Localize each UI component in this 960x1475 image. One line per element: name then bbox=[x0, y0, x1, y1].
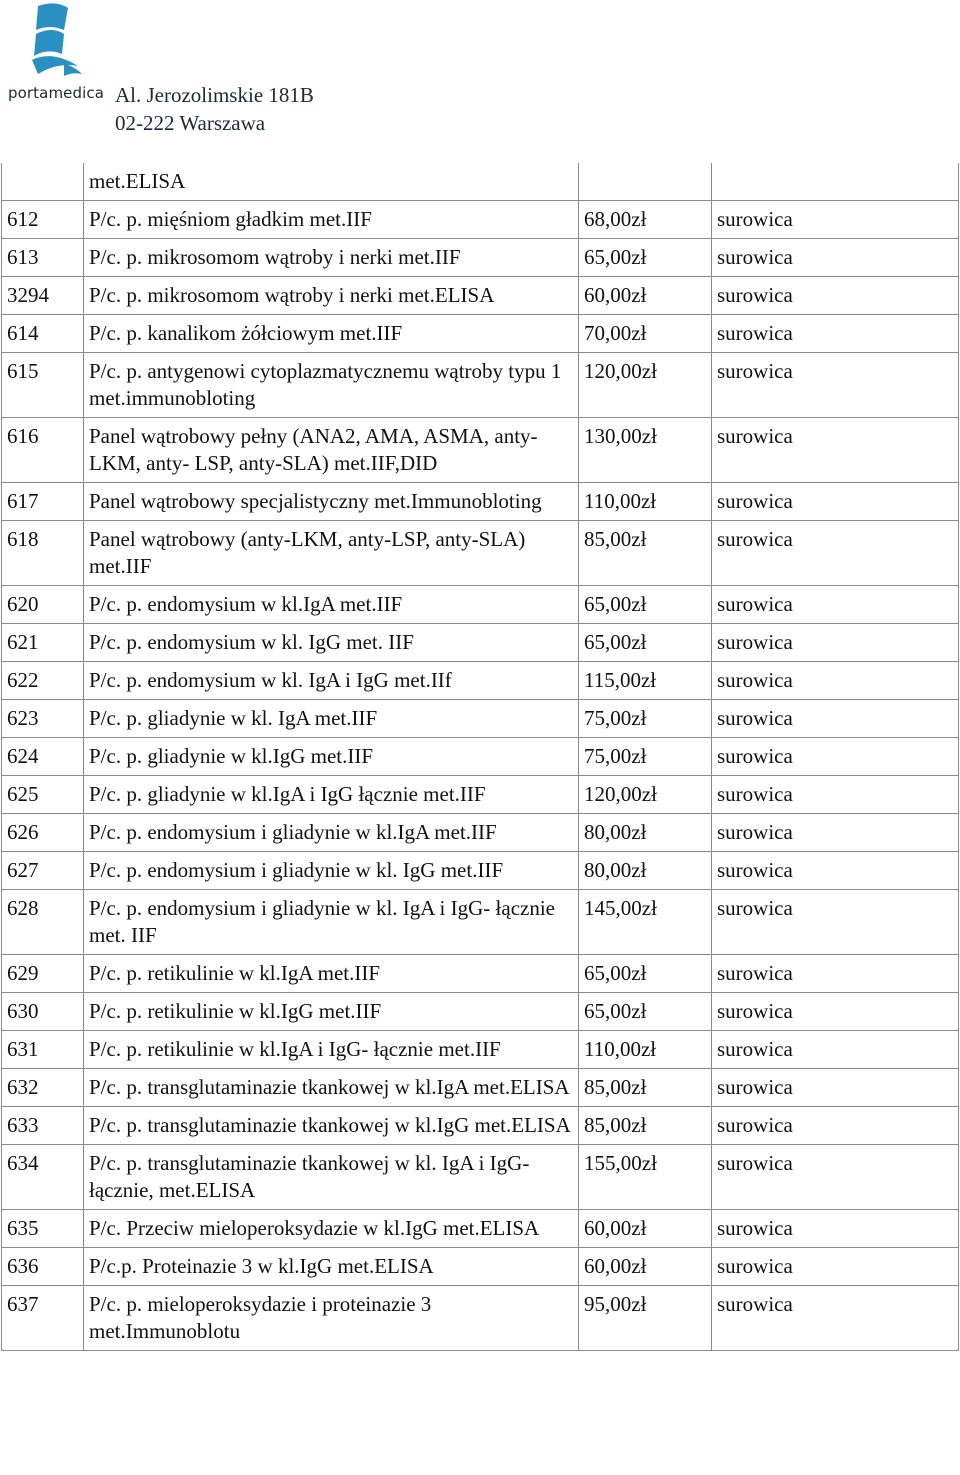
table-row bbox=[2, 776, 959, 814]
material-cell: surowica bbox=[712, 852, 959, 890]
material-cell: surowica bbox=[712, 1069, 959, 1107]
code-cell: 617 bbox=[2, 483, 84, 521]
code-cell: 635 bbox=[2, 1210, 84, 1248]
code-cell: 625 bbox=[2, 776, 84, 814]
price-cell: 110,00zł bbox=[579, 1031, 712, 1069]
code-cell: 616 bbox=[2, 418, 84, 483]
table-row bbox=[2, 1069, 959, 1107]
price-cell: 120,00zł bbox=[579, 353, 712, 418]
table-row bbox=[2, 163, 959, 201]
material-cell: surowica bbox=[712, 993, 959, 1031]
material-cell: surowica bbox=[712, 353, 959, 418]
test-name-cell: P/c. p. transglutaminazie tkankowej w kl.IgA met.ELISA bbox=[84, 1069, 579, 1107]
material-cell: surowica bbox=[712, 1031, 959, 1069]
code-cell: 623 bbox=[2, 700, 84, 738]
test-name-cell: P/c. p. endomysium w kl. IgA i IgG met.IIf bbox=[84, 662, 579, 700]
test-name-cell: P/c. p. mięśniom gładkim met.IIF bbox=[84, 201, 579, 239]
code-cell: 614 bbox=[2, 315, 84, 353]
company-logo bbox=[4, 0, 114, 110]
code-cell: 633 bbox=[2, 1107, 84, 1145]
price-cell: 75,00zł bbox=[579, 700, 712, 738]
test-name-cell: P/c. p. antygenowi cytoplazmatycznemu wątroby typu 1 met.immunobloting bbox=[84, 353, 579, 418]
test-name-cell: P/c. p. retikulinie w kl.IgG met.IIF bbox=[84, 993, 579, 1031]
test-name-cell: P/c. p. endomysium w kl. IgG met. IIF bbox=[84, 624, 579, 662]
code-cell: 622 bbox=[2, 662, 84, 700]
code-cell: 624 bbox=[2, 738, 84, 776]
price-cell: 65,00zł bbox=[579, 239, 712, 277]
price-cell: 60,00zł bbox=[579, 1210, 712, 1248]
table-row bbox=[2, 662, 959, 700]
table-row bbox=[2, 521, 959, 586]
code-cell: 620 bbox=[2, 586, 84, 624]
material-cell bbox=[712, 163, 959, 201]
price-cell: 80,00zł bbox=[579, 814, 712, 852]
code-cell: 630 bbox=[2, 993, 84, 1031]
material-cell: surowica bbox=[712, 586, 959, 624]
material-cell: surowica bbox=[712, 1248, 959, 1286]
material-cell: surowica bbox=[712, 1286, 959, 1351]
table-row bbox=[2, 315, 959, 353]
material-cell: surowica bbox=[712, 662, 959, 700]
price-cell: 85,00zł bbox=[579, 521, 712, 586]
price-cell: 155,00zł bbox=[579, 1145, 712, 1210]
price-cell: 85,00zł bbox=[579, 1069, 712, 1107]
material-cell: surowica bbox=[712, 955, 959, 993]
test-name-cell: met.ELISA bbox=[84, 163, 579, 201]
price-cell: 70,00zł bbox=[579, 315, 712, 353]
table-row bbox=[2, 239, 959, 277]
material-cell: surowica bbox=[712, 776, 959, 814]
table-row bbox=[2, 418, 959, 483]
code-cell: 3294 bbox=[2, 277, 84, 315]
price-cell: 65,00zł bbox=[579, 955, 712, 993]
material-cell: surowica bbox=[712, 890, 959, 955]
price-list-table bbox=[1, 163, 959, 1351]
material-cell: surowica bbox=[712, 521, 959, 586]
test-name-cell: Panel wątrobowy (anty-LKM, anty-LSP, anty-SLA) met.IIF bbox=[84, 521, 579, 586]
material-cell: surowica bbox=[712, 1210, 959, 1248]
table-row bbox=[2, 586, 959, 624]
material-cell: surowica bbox=[712, 700, 959, 738]
material-cell: surowica bbox=[712, 239, 959, 277]
table-row bbox=[2, 1107, 959, 1145]
code-cell: 628 bbox=[2, 890, 84, 955]
table-row bbox=[2, 955, 959, 993]
material-cell: surowica bbox=[712, 315, 959, 353]
table-row bbox=[2, 624, 959, 662]
price-cell bbox=[579, 163, 712, 201]
test-name-cell: P/c. p. endomysium w kl.IgA met.IIF bbox=[84, 586, 579, 624]
price-cell: 60,00zł bbox=[579, 277, 712, 315]
price-cell: 60,00zł bbox=[579, 1248, 712, 1286]
code-cell: 615 bbox=[2, 353, 84, 418]
price-cell: 145,00zł bbox=[579, 890, 712, 955]
material-cell: surowica bbox=[712, 624, 959, 662]
material-cell: surowica bbox=[712, 418, 959, 483]
test-name-cell: P/c. p. endomysium i gliadynie w kl. IgG met.IIF bbox=[84, 852, 579, 890]
price-cell: 115,00zł bbox=[579, 662, 712, 700]
test-name-cell: P/c. p. endomysium i gliadynie w kl.IgA met.IIF bbox=[84, 814, 579, 852]
test-name-cell: P/c. p. mikrosomom wątroby i nerki met.ELISA bbox=[84, 277, 579, 315]
code-cell: 613 bbox=[2, 239, 84, 277]
material-cell: surowica bbox=[712, 201, 959, 239]
table-row bbox=[2, 353, 959, 418]
table-row bbox=[2, 1210, 959, 1248]
test-name-cell: P/c. p. retikulinie w kl.IgA i IgG- łącznie met.IIF bbox=[84, 1031, 579, 1069]
material-cell: surowica bbox=[712, 1107, 959, 1145]
price-cell: 120,00zł bbox=[579, 776, 712, 814]
table-row bbox=[2, 993, 959, 1031]
material-cell: surowica bbox=[712, 738, 959, 776]
test-name-cell: P/c. p. kanalikom żółciowym met.IIF bbox=[84, 315, 579, 353]
price-cell: 95,00zł bbox=[579, 1286, 712, 1351]
test-name-cell: P/c.p. Proteinazie 3 w kl.IgG met.ELISA bbox=[84, 1248, 579, 1286]
code-cell: 621 bbox=[2, 624, 84, 662]
code-cell: 627 bbox=[2, 852, 84, 890]
code-cell: 632 bbox=[2, 1069, 84, 1107]
table-row bbox=[2, 1248, 959, 1286]
test-name-cell: P/c. p. transglutaminazie tkankowej w kl.IgG met.ELISA bbox=[84, 1107, 579, 1145]
logo-wordmark: portamedica bbox=[8, 84, 105, 102]
test-name-cell: P/c. p. gliadynie w kl. IgA met.IIF bbox=[84, 700, 579, 738]
price-cell: 65,00zł bbox=[579, 586, 712, 624]
test-name-cell: P/c. p. transglutaminazie tkankowej w kl. IgA i IgG- łącznie, met.ELISA bbox=[84, 1145, 579, 1210]
code-cell: 636 bbox=[2, 1248, 84, 1286]
address-city: 02-222 Warszawa bbox=[115, 111, 266, 135]
test-name-cell: P/c. p. gliadynie w kl.IgG met.IIF bbox=[84, 738, 579, 776]
test-name-cell: Panel wątrobowy pełny (ANA2, AMA, ASMA, anty-LKM, anty- LSP, anty-SLA) met.IIF,DID bbox=[84, 418, 579, 483]
price-cell: 85,00zł bbox=[579, 1107, 712, 1145]
test-name-cell: P/c. p. retikulinie w kl.IgA met.IIF bbox=[84, 955, 579, 993]
table-row bbox=[2, 1031, 959, 1069]
price-cell: 75,00zł bbox=[579, 738, 712, 776]
code-cell: 618 bbox=[2, 521, 84, 586]
test-name-cell: P/c. p. mieloperoksydazie i proteinazie 3 met.Immunoblotu bbox=[84, 1286, 579, 1351]
code-cell: 631 bbox=[2, 1031, 84, 1069]
price-cell: 65,00zł bbox=[579, 993, 712, 1031]
code-cell: 637 bbox=[2, 1286, 84, 1351]
table-row bbox=[2, 814, 959, 852]
material-cell: surowica bbox=[712, 814, 959, 852]
table-row bbox=[2, 738, 959, 776]
material-cell: surowica bbox=[712, 1145, 959, 1210]
table-row bbox=[2, 852, 959, 890]
code-cell: 612 bbox=[2, 201, 84, 239]
page-header bbox=[0, 0, 960, 160]
table-row bbox=[2, 1145, 959, 1210]
price-cell: 130,00zł bbox=[579, 418, 712, 483]
table-row bbox=[2, 201, 959, 239]
test-name-cell: Panel wątrobowy specjalistyczny met.Immunobloting bbox=[84, 483, 579, 521]
table-row bbox=[2, 700, 959, 738]
portamedica-logo-icon bbox=[28, 2, 84, 82]
table-row bbox=[2, 890, 959, 955]
table-row bbox=[2, 277, 959, 315]
price-cell: 110,00zł bbox=[579, 483, 712, 521]
code-cell: 626 bbox=[2, 814, 84, 852]
code-cell: 634 bbox=[2, 1145, 84, 1210]
material-cell: surowica bbox=[712, 277, 959, 315]
price-cell: 65,00zł bbox=[579, 624, 712, 662]
price-cell: 80,00zł bbox=[579, 852, 712, 890]
table-row bbox=[2, 483, 959, 521]
table-row bbox=[2, 1286, 959, 1351]
address-street: Al. Jerozolimskie 181B bbox=[115, 83, 314, 107]
code-cell: 629 bbox=[2, 955, 84, 993]
test-name-cell: P/c. p. gliadynie w kl.IgA i IgG łącznie met.IIF bbox=[84, 776, 579, 814]
test-name-cell: P/c. p. mikrosomom wątroby i nerki met.IIF bbox=[84, 239, 579, 277]
price-cell: 68,00zł bbox=[579, 201, 712, 239]
price-list-body bbox=[2, 163, 959, 1351]
test-name-cell: P/c. p. endomysium i gliadynie w kl. IgA i IgG- łącznie met. IIF bbox=[84, 890, 579, 955]
code-cell bbox=[2, 163, 84, 201]
material-cell: surowica bbox=[712, 483, 959, 521]
test-name-cell: P/c. Przeciw mieloperoksydazie w kl.IgG met.ELISA bbox=[84, 1210, 579, 1248]
